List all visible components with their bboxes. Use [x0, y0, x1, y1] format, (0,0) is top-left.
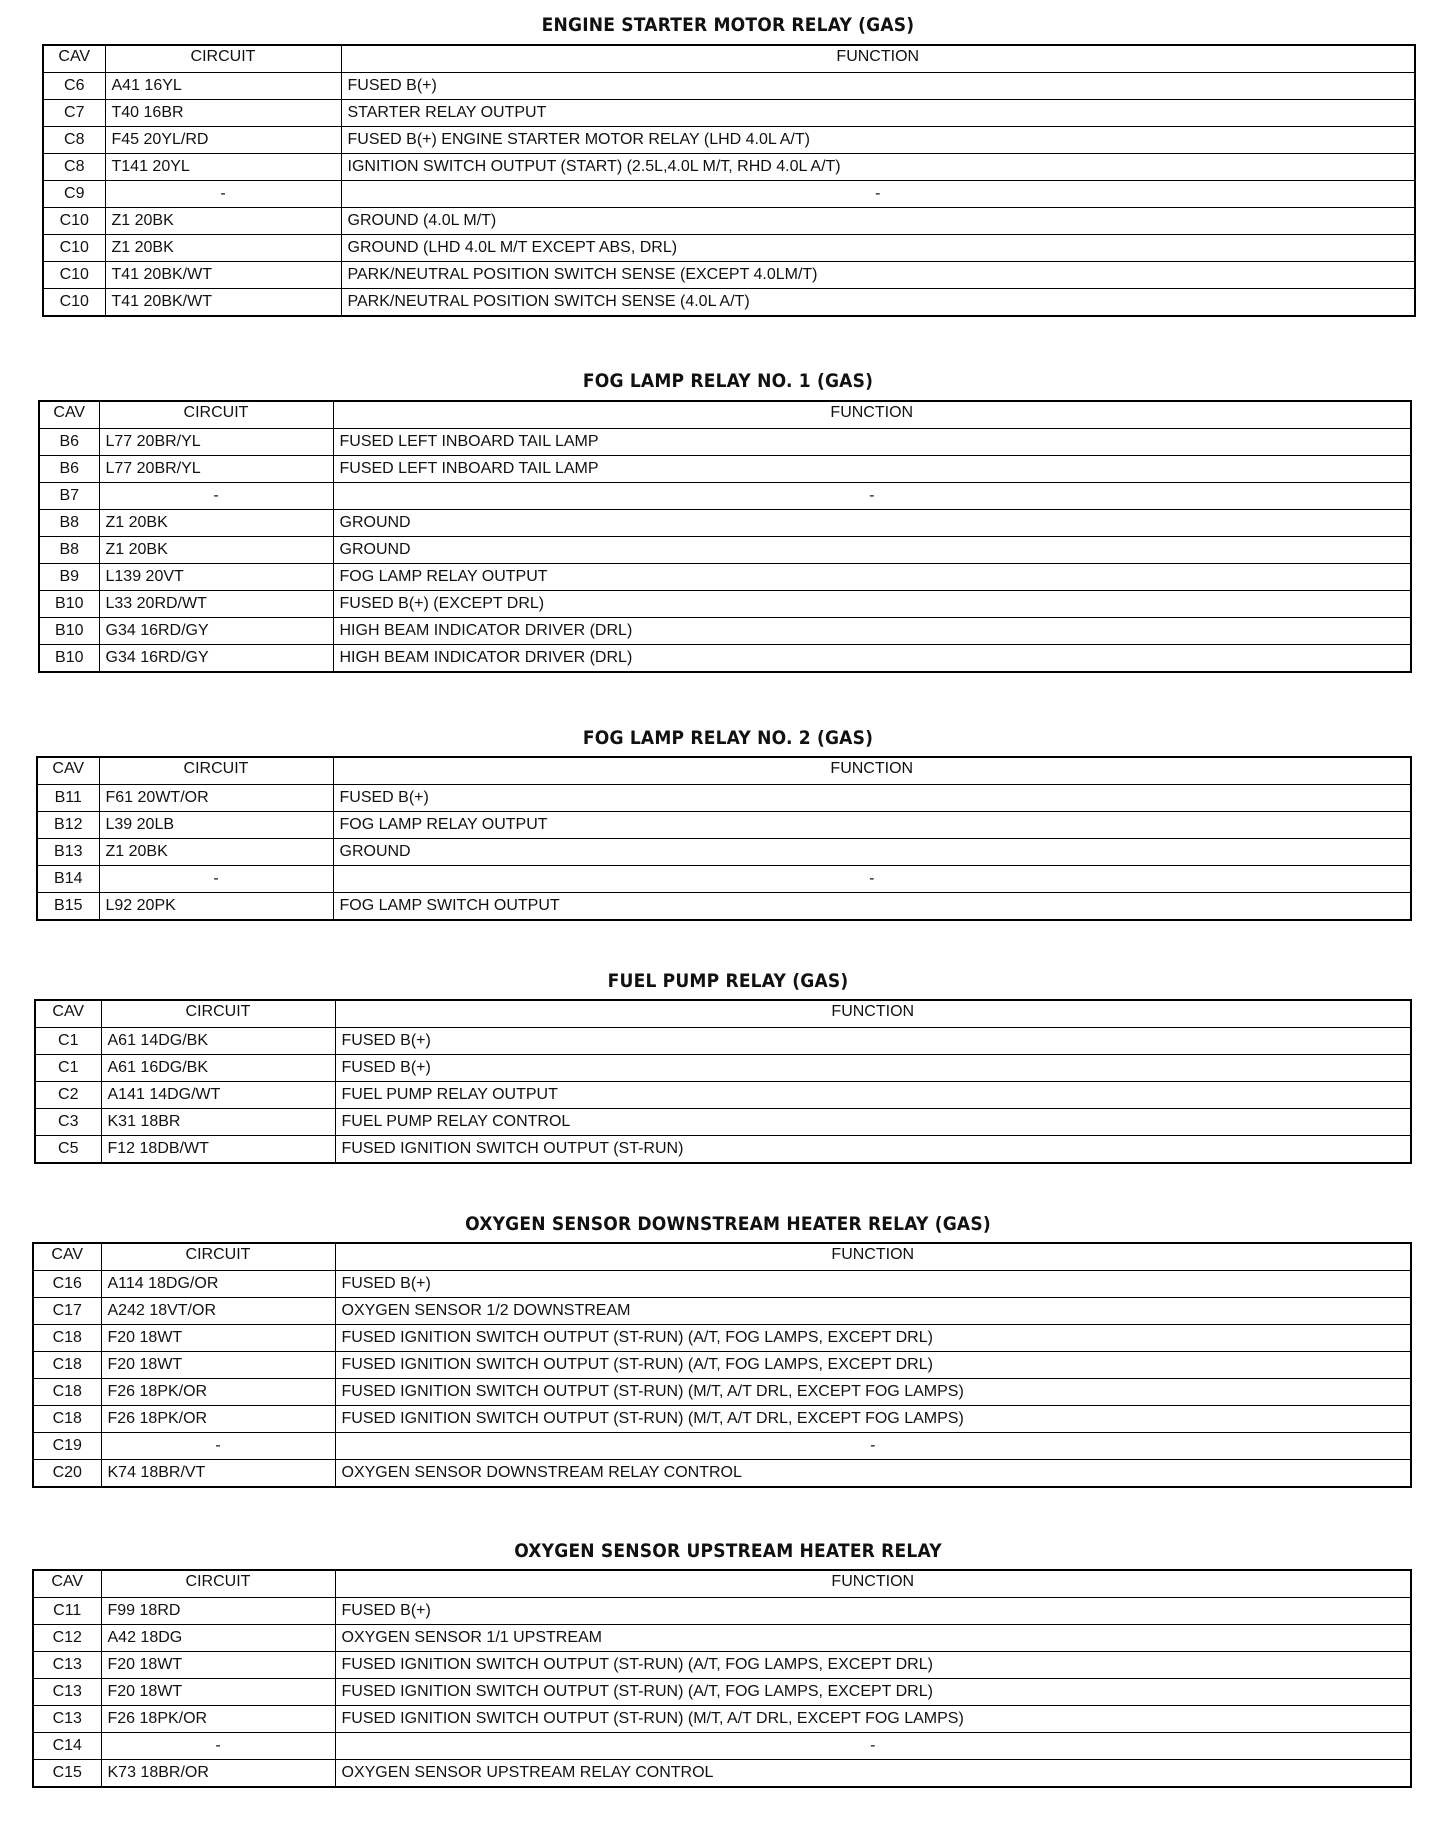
table-row — [33, 1760, 1411, 1788]
cell-function: OXYGEN SENSOR UPSTREAM RELAY CONTROL — [335, 1760, 1411, 1788]
cell-circuit: G34 16RD/GY — [99, 618, 333, 645]
table-row — [39, 456, 1411, 483]
cell-circuit: F26 18PK/OR — [101, 1406, 335, 1433]
table-title: FUEL PUMP RELAY (GAS) — [607, 970, 849, 992]
table-row — [33, 1325, 1411, 1352]
cell-cav: C14 — [33, 1733, 101, 1760]
cell-function: FUSED IGNITION SWITCH OUTPUT (ST-RUN) (M/T, A/T DRL, EXCEPT FOG LAMPS) — [335, 1379, 1411, 1406]
cell-cav: C20 — [33, 1460, 101, 1488]
header-cav: CAV — [43, 45, 105, 73]
header-function: FUNCTION — [335, 1243, 1411, 1271]
table-row — [39, 645, 1411, 673]
cell-circuit: Z1 20BK — [99, 510, 333, 537]
cell-function: FUSED B(+) (EXCEPT DRL) — [333, 591, 1411, 618]
table-row — [33, 1406, 1411, 1433]
cell-function: FUEL PUMP RELAY CONTROL — [335, 1109, 1411, 1136]
cell-circuit: F20 18WT — [101, 1679, 335, 1706]
cell-function: OXYGEN SENSOR DOWNSTREAM RELAY CONTROL — [335, 1460, 1411, 1488]
cell-cav: C8 — [43, 154, 105, 181]
table-header-row — [39, 401, 1411, 429]
cell-circuit: F61 20WT/OR — [99, 785, 333, 812]
table-row — [39, 429, 1411, 456]
cell-cav: C10 — [43, 235, 105, 262]
cell-cav: C1 — [35, 1055, 101, 1082]
table-row — [35, 1136, 1411, 1164]
cell-circuit: A42 18DG — [101, 1625, 335, 1652]
cell-cav: C17 — [33, 1298, 101, 1325]
cell-circuit: Z1 20BK — [105, 208, 341, 235]
table-row — [39, 618, 1411, 645]
cell-cav: C10 — [43, 289, 105, 317]
cell-function: - — [333, 866, 1411, 893]
table-row — [37, 812, 1411, 839]
cell-function: FUSED B(+) — [333, 785, 1411, 812]
cell-cav: C1 — [35, 1028, 101, 1055]
cell-circuit: Z1 20BK — [99, 537, 333, 564]
cell-cav: C6 — [43, 73, 105, 100]
cell-cav: B6 — [39, 429, 99, 456]
cell-function: FUSED IGNITION SWITCH OUTPUT (ST-RUN) — [335, 1136, 1411, 1164]
cell-circuit: Z1 20BK — [105, 235, 341, 262]
cell-circuit: L77 20BR/YL — [99, 429, 333, 456]
cell-function: FUSED IGNITION SWITCH OUTPUT (ST-RUN) (M/T, A/T DRL, EXCEPT FOG LAMPS) — [335, 1406, 1411, 1433]
cell-cav: C18 — [33, 1325, 101, 1352]
cell-circuit: - — [105, 181, 341, 208]
table-row — [33, 1271, 1411, 1298]
cell-circuit: F26 18PK/OR — [101, 1706, 335, 1733]
header-circuit: CIRCUIT — [101, 1570, 335, 1598]
table-title: OXYGEN SENSOR UPSTREAM HEATER RELAY — [514, 1540, 942, 1562]
cell-cav: B7 — [39, 483, 99, 510]
cell-function: FUSED B(+) — [335, 1271, 1411, 1298]
table-row — [35, 1028, 1411, 1055]
cell-function: - — [341, 181, 1415, 208]
cell-cav: C12 — [33, 1625, 101, 1652]
cell-cav: C5 — [35, 1136, 101, 1164]
table-header-row — [43, 45, 1415, 73]
header-cav: CAV — [39, 401, 99, 429]
cell-cav: C13 — [33, 1706, 101, 1733]
table-header-row — [33, 1570, 1411, 1598]
header-cav: CAV — [37, 757, 99, 785]
table-row — [43, 262, 1415, 289]
cell-circuit: T141 20YL — [105, 154, 341, 181]
header-function: FUNCTION — [341, 45, 1415, 73]
cell-circuit: L92 20PK — [99, 893, 333, 921]
table-fog-lamp-relay-1 — [38, 400, 1412, 673]
cell-cav: C16 — [33, 1271, 101, 1298]
cell-function: GROUND — [333, 839, 1411, 866]
table-header-row — [37, 757, 1411, 785]
cell-circuit: T41 20BK/WT — [105, 289, 341, 317]
table-row — [39, 537, 1411, 564]
table-row — [43, 289, 1415, 317]
header-circuit: CIRCUIT — [99, 757, 333, 785]
table-engine-starter-motor-relay — [42, 44, 1416, 317]
header-circuit: CIRCUIT — [101, 1000, 335, 1028]
cell-function: GROUND (4.0L M/T) — [341, 208, 1415, 235]
cell-circuit: - — [99, 483, 333, 510]
table-header-row — [35, 1000, 1411, 1028]
cell-circuit: A41 16YL — [105, 73, 341, 100]
cell-circuit: T40 16BR — [105, 100, 341, 127]
cell-cav: B15 — [37, 893, 99, 921]
table-row — [43, 208, 1415, 235]
cell-function: FUSED IGNITION SWITCH OUTPUT (ST-RUN) (A/T, FOG LAMPS, EXCEPT DRL) — [335, 1679, 1411, 1706]
cell-cav: B10 — [39, 618, 99, 645]
cell-cav: B9 — [39, 564, 99, 591]
table-row — [33, 1433, 1411, 1460]
table-row — [39, 564, 1411, 591]
cell-circuit: A61 14DG/BK — [101, 1028, 335, 1055]
cell-function: FUSED IGNITION SWITCH OUTPUT (ST-RUN) (A/T, FOG LAMPS, EXCEPT DRL) — [335, 1652, 1411, 1679]
header-circuit: CIRCUIT — [105, 45, 341, 73]
cell-cav: C11 — [33, 1598, 101, 1625]
cell-cav: C18 — [33, 1379, 101, 1406]
cell-circuit: A242 18VT/OR — [101, 1298, 335, 1325]
header-circuit: CIRCUIT — [99, 401, 333, 429]
cell-cav: C18 — [33, 1406, 101, 1433]
cell-cav: C3 — [35, 1109, 101, 1136]
table-row — [37, 785, 1411, 812]
table-row — [33, 1598, 1411, 1625]
header-cav: CAV — [33, 1570, 101, 1598]
cell-cav: B10 — [39, 645, 99, 673]
cell-function: FUSED IGNITION SWITCH OUTPUT (ST-RUN) (M/T, A/T DRL, EXCEPT FOG LAMPS) — [335, 1706, 1411, 1733]
cell-function: FUSED B(+) — [335, 1055, 1411, 1082]
cell-function: FUSED B(+) — [335, 1598, 1411, 1625]
cell-function: OXYGEN SENSOR 1/1 UPSTREAM — [335, 1625, 1411, 1652]
table-row — [43, 181, 1415, 208]
header-function: FUNCTION — [335, 1000, 1411, 1028]
header-function: FUNCTION — [335, 1570, 1411, 1598]
table-row — [33, 1706, 1411, 1733]
cell-cav: C8 — [43, 127, 105, 154]
header-cav: CAV — [33, 1243, 101, 1271]
cell-function: GROUND — [333, 510, 1411, 537]
table-fuel-pump-relay — [34, 999, 1412, 1164]
cell-cav: B14 — [37, 866, 99, 893]
table-row — [33, 1625, 1411, 1652]
table-row — [37, 866, 1411, 893]
cell-function: FUEL PUMP RELAY OUTPUT — [335, 1082, 1411, 1109]
header-cav: CAV — [35, 1000, 101, 1028]
table-row — [43, 235, 1415, 262]
cell-function: - — [335, 1733, 1411, 1760]
cell-function: STARTER RELAY OUTPUT — [341, 100, 1415, 127]
cell-cav: B13 — [37, 839, 99, 866]
cell-function: FUSED B(+) — [335, 1028, 1411, 1055]
table-title: FOG LAMP RELAY NO. 1 (GAS) — [582, 370, 874, 392]
table-row — [43, 73, 1415, 100]
cell-function: FUSED LEFT INBOARD TAIL LAMP — [333, 456, 1411, 483]
cell-function: - — [333, 483, 1411, 510]
cell-function: - — [335, 1433, 1411, 1460]
cell-circuit: L139 20VT — [99, 564, 333, 591]
table-title: OXYGEN SENSOR DOWNSTREAM HEATER RELAY (GAS) — [465, 1213, 991, 1235]
table-row — [33, 1379, 1411, 1406]
cell-circuit: - — [101, 1733, 335, 1760]
cell-function: HIGH BEAM INDICATOR DRIVER (DRL) — [333, 645, 1411, 673]
table-fog-lamp-relay-2 — [36, 756, 1412, 921]
table-title: FOG LAMP RELAY NO. 2 (GAS) — [582, 727, 874, 749]
table-row — [33, 1352, 1411, 1379]
cell-circuit: F45 20YL/RD — [105, 127, 341, 154]
header-function: FUNCTION — [333, 757, 1411, 785]
cell-function: FUSED B(+) — [341, 73, 1415, 100]
cell-circuit: F20 18WT — [101, 1652, 335, 1679]
cell-circuit: - — [101, 1433, 335, 1460]
table-row — [33, 1652, 1411, 1679]
cell-cav: C15 — [33, 1760, 101, 1788]
cell-circuit: G34 16RD/GY — [99, 645, 333, 673]
cell-circuit: F20 18WT — [101, 1325, 335, 1352]
table-row — [33, 1460, 1411, 1488]
cell-circuit: L33 20RD/WT — [99, 591, 333, 618]
table-oxygen-sensor-upstream-heater-relay — [32, 1569, 1412, 1788]
table-row — [43, 100, 1415, 127]
cell-cav: C19 — [33, 1433, 101, 1460]
cell-cav: C10 — [43, 262, 105, 289]
header-function: FUNCTION — [333, 401, 1411, 429]
cell-cav: C2 — [35, 1082, 101, 1109]
cell-circuit: F20 18WT — [101, 1352, 335, 1379]
cell-circuit: F26 18PK/OR — [101, 1379, 335, 1406]
table-oxygen-sensor-downstream-heater-relay — [32, 1242, 1412, 1488]
cell-function: FOG LAMP RELAY OUTPUT — [333, 564, 1411, 591]
cell-circuit: K31 18BR — [101, 1109, 335, 1136]
table-row — [33, 1733, 1411, 1760]
table-row — [33, 1298, 1411, 1325]
cell-function: FOG LAMP RELAY OUTPUT — [333, 812, 1411, 839]
cell-cav: B8 — [39, 510, 99, 537]
table-row — [35, 1082, 1411, 1109]
cell-function: OXYGEN SENSOR 1/2 DOWNSTREAM — [335, 1298, 1411, 1325]
table-title: ENGINE STARTER MOTOR RELAY (GAS) — [541, 14, 915, 36]
cell-function: PARK/NEUTRAL POSITION SWITCH SENSE (EXCEPT 4.0LM/T) — [341, 262, 1415, 289]
cell-cav: C13 — [33, 1679, 101, 1706]
cell-cav: C10 — [43, 208, 105, 235]
cell-circuit: F99 18RD — [101, 1598, 335, 1625]
cell-cav: C7 — [43, 100, 105, 127]
table-row — [33, 1679, 1411, 1706]
cell-cav: B10 — [39, 591, 99, 618]
cell-circuit: F12 18DB/WT — [101, 1136, 335, 1164]
cell-cav: B6 — [39, 456, 99, 483]
table-row — [39, 510, 1411, 537]
cell-circuit: - — [99, 866, 333, 893]
cell-function: GROUND — [333, 537, 1411, 564]
cell-circuit: A141 14DG/WT — [101, 1082, 335, 1109]
table-row — [35, 1109, 1411, 1136]
cell-cav: B12 — [37, 812, 99, 839]
cell-circuit: K73 18BR/OR — [101, 1760, 335, 1788]
cell-cav: C13 — [33, 1652, 101, 1679]
cell-function: IGNITION SWITCH OUTPUT (START) (2.5L,4.0L M/T, RHD 4.0L A/T) — [341, 154, 1415, 181]
cell-circuit: L39 20LB — [99, 812, 333, 839]
table-row — [37, 893, 1411, 921]
cell-function: FUSED IGNITION SWITCH OUTPUT (ST-RUN) (A/T, FOG LAMPS, EXCEPT DRL) — [335, 1325, 1411, 1352]
cell-circuit: L77 20BR/YL — [99, 456, 333, 483]
cell-cav: C9 — [43, 181, 105, 208]
table-row — [43, 154, 1415, 181]
cell-function: HIGH BEAM INDICATOR DRIVER (DRL) — [333, 618, 1411, 645]
header-circuit: CIRCUIT — [101, 1243, 335, 1271]
cell-function: FUSED B(+) ENGINE STARTER MOTOR RELAY (LHD 4.0L A/T) — [341, 127, 1415, 154]
cell-function: FUSED IGNITION SWITCH OUTPUT (ST-RUN) (A/T, FOG LAMPS, EXCEPT DRL) — [335, 1352, 1411, 1379]
cell-cav: B8 — [39, 537, 99, 564]
cell-circuit: K74 18BR/VT — [101, 1460, 335, 1488]
cell-function: PARK/NEUTRAL POSITION SWITCH SENSE (4.0L A/T) — [341, 289, 1415, 317]
table-header-row — [33, 1243, 1411, 1271]
cell-circuit: Z1 20BK — [99, 839, 333, 866]
cell-function: FOG LAMP SWITCH OUTPUT — [333, 893, 1411, 921]
cell-cav: C18 — [33, 1352, 101, 1379]
cell-cav: B11 — [37, 785, 99, 812]
cell-function: GROUND (LHD 4.0L M/T EXCEPT ABS, DRL) — [341, 235, 1415, 262]
cell-circuit: A114 18DG/OR — [101, 1271, 335, 1298]
table-row — [37, 839, 1411, 866]
table-row — [39, 483, 1411, 510]
cell-circuit: T41 20BK/WT — [105, 262, 341, 289]
cell-circuit: A61 16DG/BK — [101, 1055, 335, 1082]
table-row — [43, 127, 1415, 154]
table-row — [35, 1055, 1411, 1082]
table-row — [39, 591, 1411, 618]
cell-function: FUSED LEFT INBOARD TAIL LAMP — [333, 429, 1411, 456]
